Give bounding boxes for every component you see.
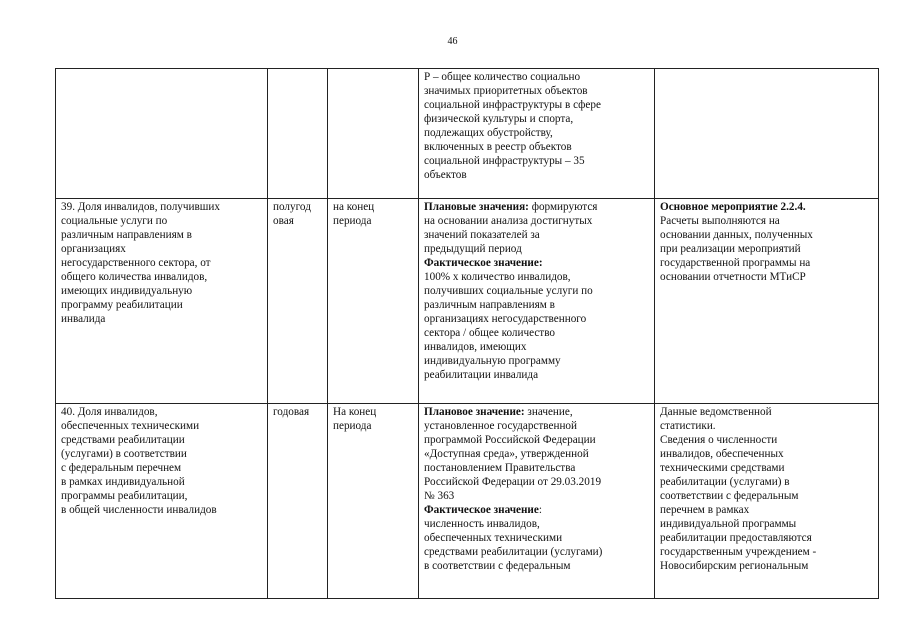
line-text: социальной инфраструктуры – 35	[424, 155, 585, 167]
bold-label: Фактическое значение:	[424, 257, 543, 269]
line-text: Сведения о численности	[660, 434, 778, 446]
text-line: организациях	[61, 243, 126, 255]
line-text: организациях негосударственного	[424, 313, 587, 325]
text-line	[424, 433, 650, 447]
line-text: реабилитации инвалида	[424, 369, 539, 381]
text-line: программы реабилитации,	[61, 490, 188, 502]
line-text: обеспеченных техническими	[424, 532, 563, 544]
line-text: индивидуальной программы	[660, 518, 797, 530]
text-line: годовая	[273, 406, 310, 418]
line-text: объектов	[424, 169, 467, 181]
text-line: средствами реабилитации	[61, 434, 185, 446]
text-line	[424, 154, 650, 168]
text-line	[660, 270, 874, 284]
periodicity-cell	[268, 69, 328, 199]
data-source-cell	[655, 69, 879, 199]
timing-cell	[328, 404, 419, 599]
text-line	[660, 405, 874, 419]
text-line	[424, 200, 650, 214]
text-line	[424, 284, 650, 298]
line-text: основании данных, полученных	[660, 229, 813, 241]
line-text: формируются	[528, 201, 598, 213]
text-line	[424, 405, 650, 419]
table-row	[56, 69, 879, 199]
line-text: на основании анализа достигнутых	[424, 215, 593, 227]
line-text: «Доступная среда», утвержденной	[424, 448, 589, 460]
line-text: включенных в реестр объектов	[424, 141, 572, 153]
indicator-cell	[56, 199, 268, 404]
table-row	[56, 404, 879, 599]
text-line	[660, 228, 874, 242]
text-line	[424, 368, 650, 382]
line-text: Российской Федерации от 29.03.2019	[424, 476, 602, 488]
text-line	[424, 326, 650, 340]
text-line	[424, 98, 650, 112]
text-line: с федеральным перечнем	[61, 462, 182, 474]
line-text: реабилитации предоставляются	[660, 532, 812, 544]
periodicity-cell	[268, 199, 328, 404]
line-text: Р – общее количество социально	[424, 71, 581, 83]
text-line: периода	[333, 215, 372, 227]
line-text: государственной программы на	[660, 257, 811, 269]
line-text: средствами реабилитации (услугами)	[424, 546, 603, 558]
text-line	[660, 242, 874, 256]
line-text: реабилитации (услугами) в	[660, 476, 790, 488]
table-row	[56, 199, 879, 404]
timing-cell	[328, 199, 419, 404]
line-text: техническими средствами	[660, 462, 785, 474]
text-line	[424, 298, 650, 312]
line-text: при реализации мероприятий	[660, 243, 801, 255]
text-line	[424, 531, 650, 545]
line-text: :	[538, 504, 542, 516]
text-line	[424, 447, 650, 461]
indicator-cell	[56, 69, 268, 199]
text-line	[660, 545, 874, 559]
line-text: индивидуальную программу	[424, 355, 561, 367]
text-line	[660, 447, 874, 461]
table-body	[56, 69, 879, 599]
bold-label: Фактическое значение	[424, 504, 539, 516]
text-line: 40. Доля инвалидов,	[61, 406, 158, 418]
text-line	[424, 112, 650, 126]
calculation-method-cell	[419, 69, 655, 199]
text-line	[424, 545, 650, 559]
text-line: полугод	[273, 201, 311, 213]
text-line	[424, 140, 650, 154]
text-line: овая	[273, 215, 294, 227]
line-text: 100% х количество инвалидов,	[424, 271, 571, 283]
text-line: (услугами) в соответствии	[61, 448, 187, 460]
calculation-method-cell	[419, 404, 655, 599]
bold-label: Плановые значения:	[424, 201, 529, 213]
text-line: социальные услуги по	[61, 215, 168, 227]
line-text: различным направлениям в	[424, 299, 555, 311]
line-text: программой Российской Федерации	[424, 434, 596, 446]
line-text: сектора / общее количество	[424, 327, 555, 339]
text-line	[424, 475, 650, 489]
line-text: государственным учреждением -	[660, 546, 817, 558]
text-line	[424, 256, 650, 270]
text-line	[424, 126, 650, 140]
text-line	[424, 84, 650, 98]
text-line	[424, 242, 650, 256]
data-source-cell	[655, 199, 879, 404]
text-line	[660, 419, 874, 433]
text-line: в рамках индивидуальной	[61, 476, 185, 488]
text-line	[660, 489, 874, 503]
bold-label: Плановое значение:	[424, 406, 525, 418]
line-text: получивших социальные услуги по	[424, 285, 593, 297]
text-line	[660, 200, 874, 214]
text-line	[424, 340, 650, 354]
line-text: подлежащих обустройству,	[424, 127, 553, 139]
text-line: имеющих индивидуальную	[61, 285, 193, 297]
line-text: инвалидов, обеспеченных	[660, 448, 784, 460]
line-text: физической культуры и спорта,	[424, 113, 574, 125]
text-line: на конец	[333, 201, 375, 213]
data-source-cell	[655, 404, 879, 599]
periodicity-cell	[268, 404, 328, 599]
line-text: значение,	[524, 406, 573, 418]
text-line	[660, 475, 874, 489]
text-line: в общей численности инвалидов	[61, 504, 217, 516]
indicators-table	[55, 68, 879, 599]
line-text: соответствии с федеральным	[660, 490, 799, 502]
line-text: в соответствии с федеральным	[424, 560, 571, 572]
line-text: социальной инфраструктуры в сфере	[424, 99, 601, 111]
line-text: предыдущий период	[424, 243, 522, 255]
line-text: значений показателей за	[424, 229, 540, 241]
text-line	[424, 559, 650, 573]
indicator-cell	[56, 404, 268, 599]
text-line	[660, 214, 874, 228]
text-line	[424, 270, 650, 284]
text-line: периода	[333, 420, 372, 432]
line-text: № 363	[424, 490, 455, 502]
text-line	[660, 461, 874, 475]
text-line	[424, 517, 650, 531]
line-text: значимых приоритетных объектов	[424, 85, 588, 97]
text-line: 39. Доля инвалидов, получивших	[61, 201, 220, 213]
text-line	[660, 256, 874, 270]
text-line	[424, 228, 650, 242]
text-line: На конец	[333, 406, 377, 418]
text-line: инвалида	[61, 313, 106, 325]
text-line	[660, 517, 874, 531]
text-line	[660, 503, 874, 517]
text-line	[424, 70, 650, 84]
line-text: основании отчетности МТиСР	[660, 271, 806, 283]
text-line: различным направлениям в	[61, 229, 192, 241]
text-line: общего количества инвалидов,	[61, 271, 208, 283]
line-text: Новосибирским региональным	[660, 560, 809, 572]
line-text: установленное государственной	[424, 420, 578, 432]
line-text: постановлением Правительства	[424, 462, 576, 474]
text-line	[424, 461, 650, 475]
text-line	[660, 559, 874, 573]
text-line	[424, 419, 650, 433]
bold-label: Основное мероприятие 2.2.4.	[660, 201, 806, 213]
page-number: 46	[447, 36, 458, 47]
text-line	[424, 214, 650, 228]
text-line: негосударственного сектора, от	[61, 257, 211, 269]
timing-cell	[328, 69, 419, 199]
text-line	[660, 433, 874, 447]
text-line	[660, 531, 874, 545]
text-line	[424, 489, 650, 503]
line-text: Расчеты выполняются на	[660, 215, 780, 227]
line-text: численность инвалидов,	[424, 518, 540, 530]
line-text: статистики.	[660, 420, 716, 432]
line-text: инвалидов, имеющих	[424, 341, 527, 353]
text-line	[424, 354, 650, 368]
line-text: перечнем в рамках	[660, 504, 750, 516]
text-line	[424, 168, 650, 182]
text-line: обеспеченных техническими	[61, 420, 200, 432]
text-line	[424, 503, 650, 517]
text-line	[424, 312, 650, 326]
line-text: Данные ведомственной	[660, 406, 772, 418]
calculation-method-cell	[419, 199, 655, 404]
text-line: программу реабилитации	[61, 299, 183, 311]
